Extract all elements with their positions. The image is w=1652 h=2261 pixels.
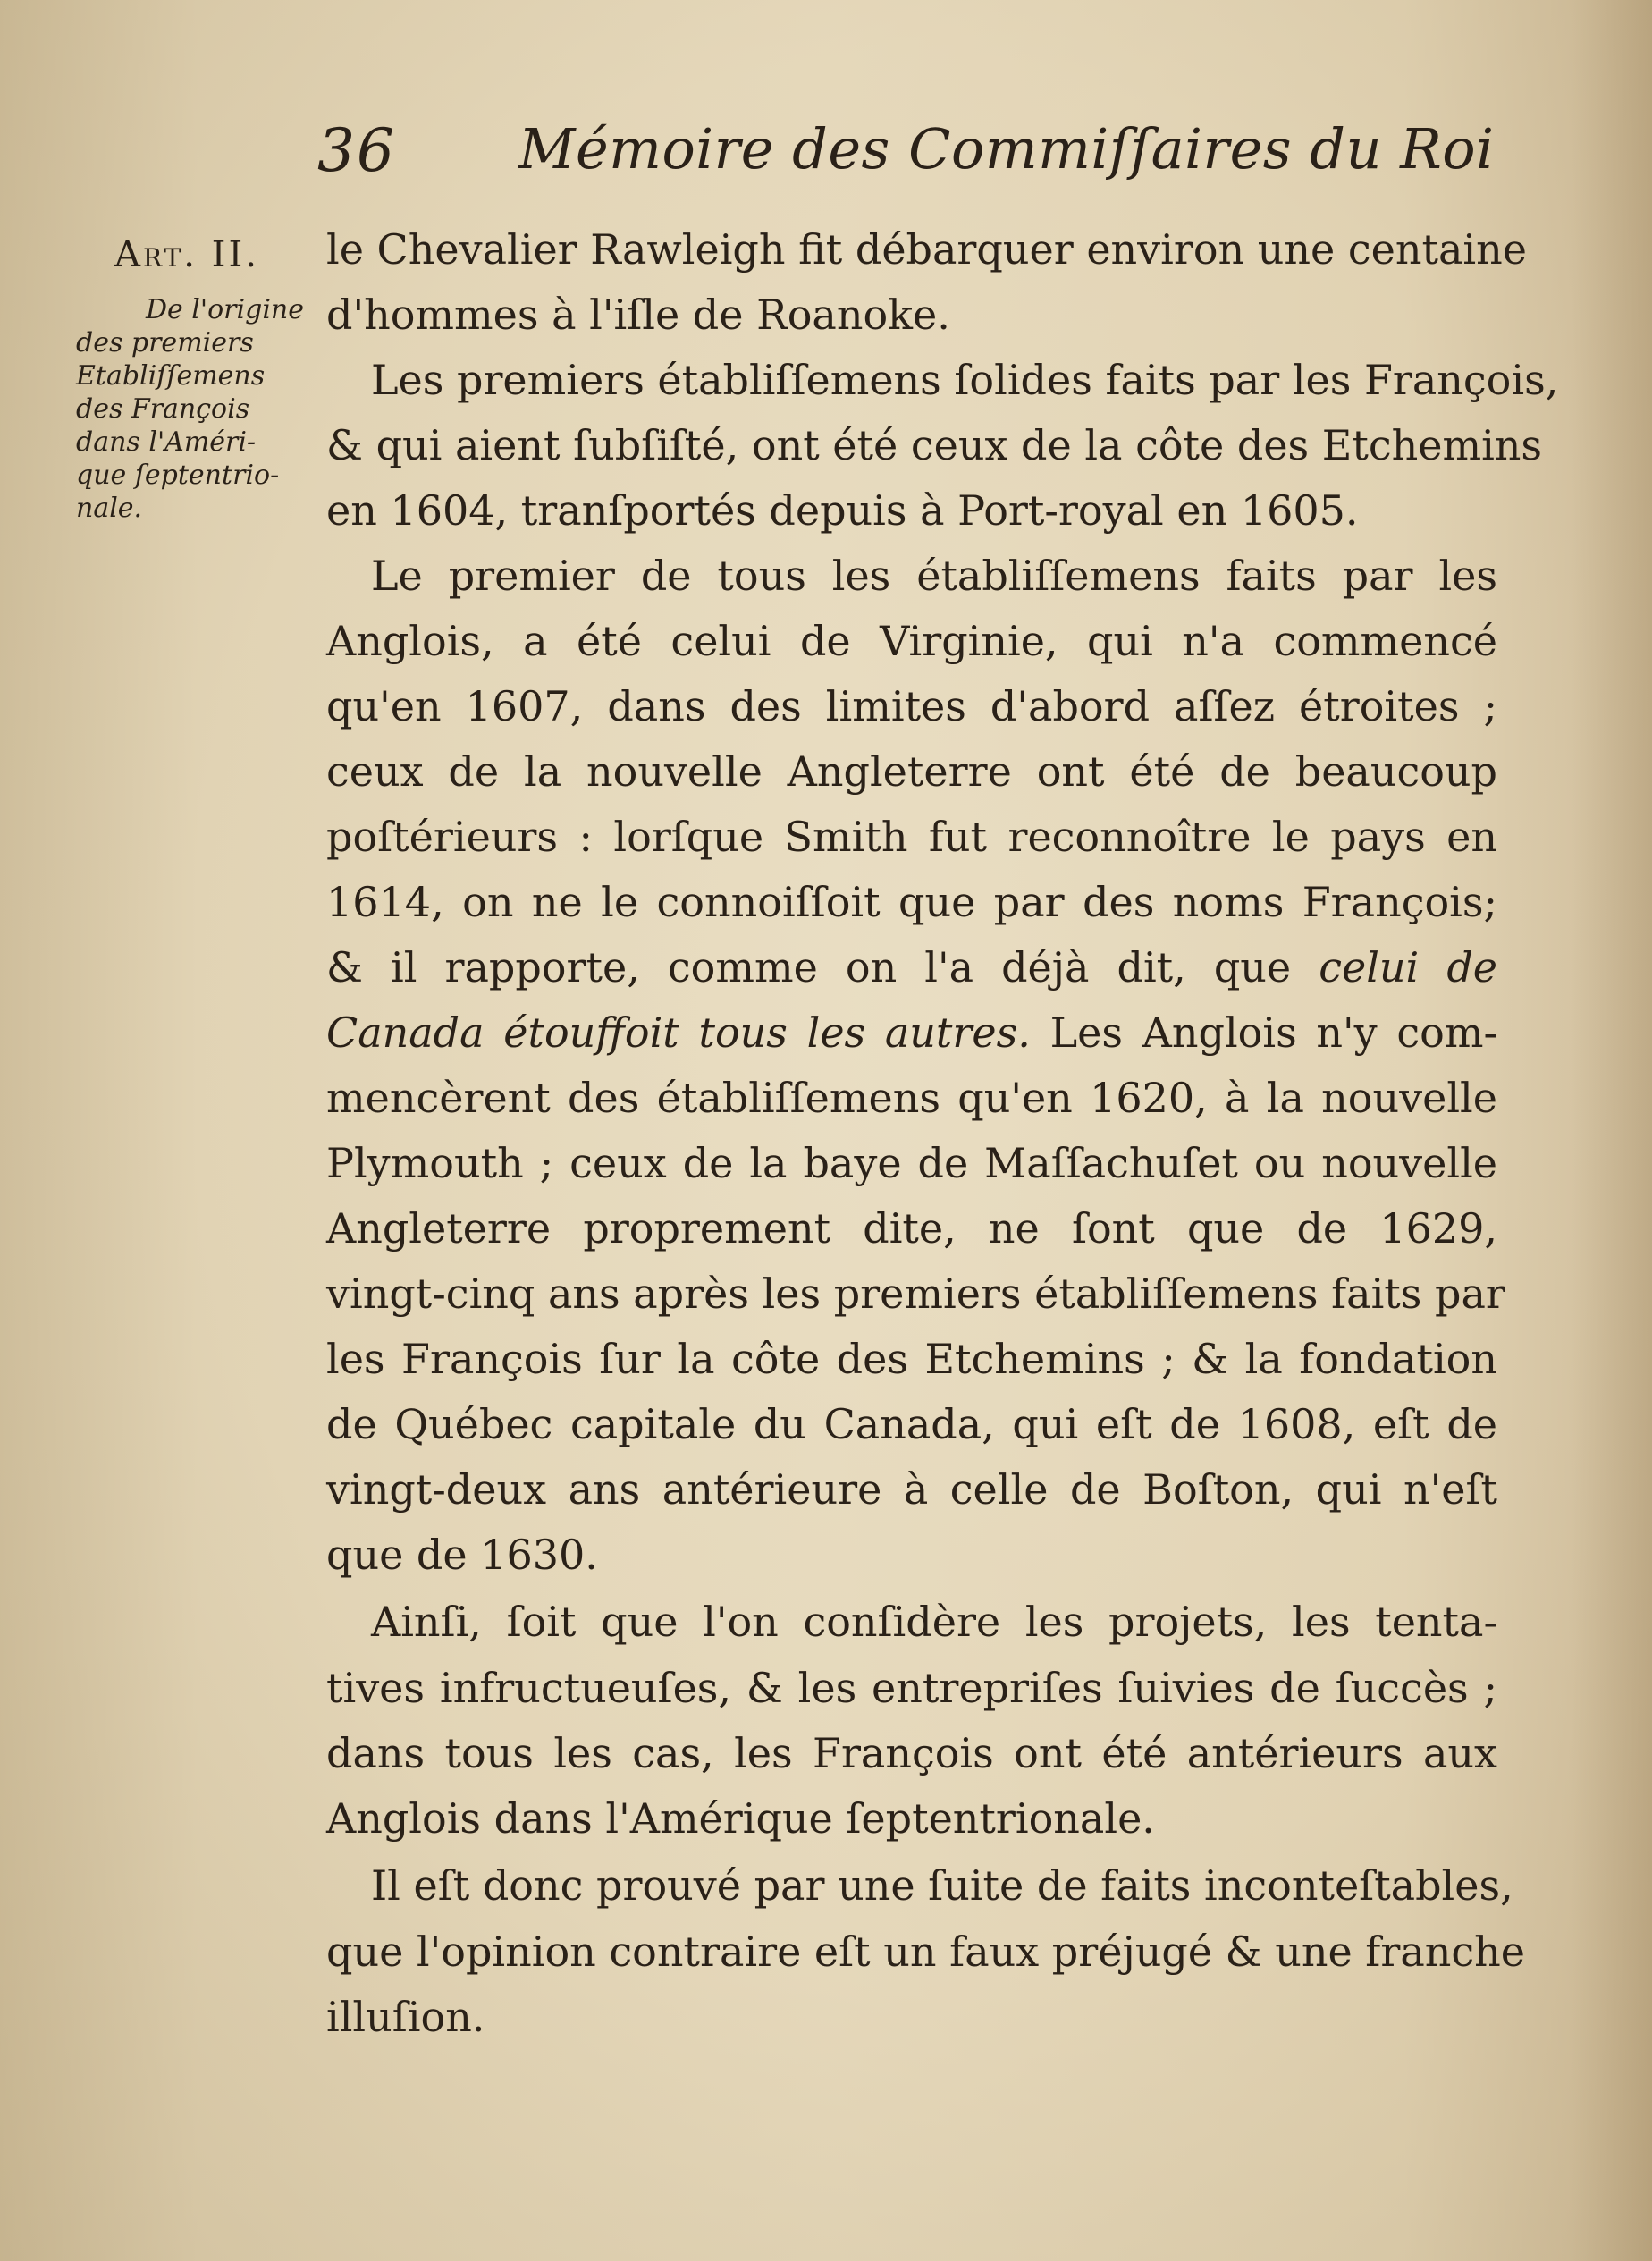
- margin-note-line: des François: [76, 393, 250, 425]
- text-line: le Chevalier Rawleigh fit débarquer environ une centaine: [326, 225, 1527, 274]
- text-line: poſtérieurs : lorſque Smith fut reconnoître le pays en: [326, 813, 1497, 861]
- text-line: dans tous les cas, les François ont été antérieurs aux: [326, 1729, 1497, 1777]
- page-header: [317, 116, 1495, 188]
- text-line: de Québec capitale du Canada, qui eſt de 1608, eſt de: [326, 1400, 1497, 1448]
- text-segment: Les Anglois n'y com-: [1049, 1008, 1497, 1057]
- article-label: Art. II.: [114, 234, 259, 275]
- running-title: Mémoire des Commiſſaires du Roi: [518, 116, 1495, 181]
- text-line: & qui aient ſubſiſté, ont été ceux de la côte des Etchemins: [326, 421, 1543, 469]
- text-segment: & il rapporte, comme on l'a déjà dit, que: [326, 943, 1292, 991]
- text-line: les François ſur la côte des Etchemins ; & la fondation: [326, 1335, 1497, 1383]
- italic-quote: celui de: [1319, 943, 1498, 991]
- text-line: Anglois, a été celui de Virginie, qui n'a commencé: [326, 617, 1497, 665]
- margin-note-line: Etabliſſemens: [76, 360, 266, 392]
- text-line: en 1604, tranſportés depuis à Port-royal en 1605.: [326, 486, 1359, 535]
- text-line: Il eſt donc prouvé par une ſuite de faits inconteſtables,: [371, 1861, 1513, 1910]
- margin-note-line: nale.: [76, 493, 143, 524]
- text-line: Anglois dans l'Amérique ſeptentrionale.: [326, 1794, 1155, 1843]
- margin-note-line: des premiers: [76, 327, 254, 359]
- text-line: [326, 1000, 1497, 1066]
- text-line: tives infructueuſes, & les entrepriſes ſuivies de ſuccès ;: [326, 1664, 1497, 1712]
- page-edge-shadow: [1572, 0, 1652, 2261]
- text-line: illuſion.: [326, 1993, 485, 2041]
- text-line: mencèrent des établiſſemens qu'en 1620, à la nouvelle: [326, 1074, 1497, 1122]
- margin-note-line: dans l'Améri-: [76, 426, 257, 458]
- page-number: 36: [317, 116, 396, 185]
- text-line: Ainſi, ſoit que l'on conſidère les projets, les tenta-: [371, 1598, 1497, 1646]
- text-line: [326, 935, 1497, 1000]
- text-line: ceux de la nouvelle Angleterre ont été de beaucoup: [326, 747, 1497, 796]
- text-line: vingt-cinq ans après les premiers établiſſemens faits par: [326, 1270, 1505, 1318]
- margin-note: [76, 234, 304, 525]
- text-line: que de 1630.: [326, 1531, 598, 1579]
- text-line: Les premiers établiſſemens ſolides faits par les François,: [371, 356, 1559, 404]
- text-line: vingt-deux ans antérieure à celle de Boſton, qui n'eſt: [326, 1465, 1497, 1514]
- text-line: 1614, on ne le connoiſſoit que par des noms François;: [326, 878, 1497, 926]
- text-line: d'hommes à l'iſle de Roanoke.: [326, 291, 950, 339]
- text-line: que l'opinion contraire eſt un faux préjugé & une franche: [326, 1928, 1525, 1976]
- text-line: Le premier de tous les établiſſemens faits par les: [371, 552, 1497, 600]
- italic-quote: Canada étouffoit tous les autres.: [326, 1008, 1031, 1057]
- body-text: [326, 217, 1559, 2050]
- text-line: Angleterre proprement dite, ne ſont que de 1629,: [326, 1204, 1497, 1253]
- text-line: Plymouth ; ceux de la baye de Maſſachuſet ou nouvelle: [326, 1139, 1497, 1187]
- text-line: qu'en 1607, dans des limites d'abord aſſez étroites ;: [326, 682, 1497, 730]
- margin-note-line: De l'origine: [145, 294, 304, 325]
- margin-note-line: que ſeptentrio-: [76, 460, 280, 491]
